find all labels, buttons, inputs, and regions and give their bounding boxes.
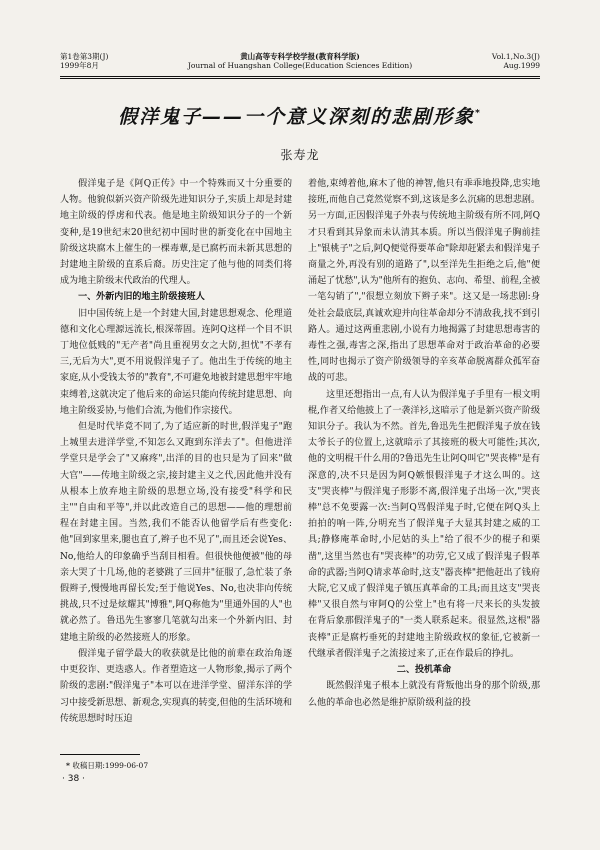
header-date-en: Aug.1999 <box>503 61 540 70</box>
title-footnote-mark: * <box>475 108 482 119</box>
header-date-cn: 1999年8月 <box>60 61 99 70</box>
body-column-right <box>308 176 540 741</box>
footnote-label: 收稿日期: <box>72 761 105 770</box>
article-title <box>0 102 600 129</box>
header-issue-info-en <box>492 52 540 70</box>
body-paragraph: 既然假洋鬼子根本上就没有背叛他出身的那个阶级,那么他的革命也必然是维护原阶级利益的投 <box>308 681 540 708</box>
footnote <box>66 760 148 771</box>
header-volume-cn: 第1卷第3期(J) <box>60 52 109 61</box>
header-journal-name <box>60 52 540 70</box>
header-volume-en: Vol.1,No.3(J) <box>491 52 540 61</box>
body-paragraph: 着他,束缚着他,麻木了他的神智,他只有乖乖地投降,忠实地接班,而他自己竟然觉察不到,这该是多么沉痛的思想悲剧。另一方面,正因假洋鬼子外表与传统地主阶级有所不同,阿Q才只看到其异象而未认清其本质。所以当假洋鬼子胸前挂上"银桃子"之后,阿Q便觉得要革命"除却赶紧去和假洋鬼子商量之外,再没有别的道路了",以至洋先生拒绝之后,他"便涌起了忧愁",认为"他所有的抱负、志向、希望、前程,全被一笔勾销了","很想立刻放下辫子来"。这又是一场悲剧:身处社会最底层,真诚欢迎并向往革命却分不清敌我,找不到引路人。通过这两重悲剧,小说有力地揭露了封建思想毒害的毒性之强,毒害之深,指出了思想革命对于政治革命的必要性,同时也揭示了资产阶级领导的辛亥革命脱离群众孤军奋战的可悲。 <box>308 179 540 384</box>
page-number: · 38 · <box>62 774 85 784</box>
body-paragraph: 这里还想指出一点,有人认为假洋鬼子手里有一根文明棍,作者又给他披上了一袭洋衫,这暗示了他是新兴资产阶级知识分子。我认为不然。首先,鲁迅先生把假洋鬼子放在钱太爷长子的位置上,这就暗示了其接班的极大可能性;其次,他的文明棍干什么用的?鲁迅先生让阿Q叫它"哭丧棒"是有深意的,决不只是因为阿Q嫉恨假洋鬼子才这么叫的。这支"哭丧棒"与假洋鬼子形影不离,假洋鬼子出场一次,"哭丧棒"总不免要露一次:当阿Q骂假洋鬼子时,它便在阿Q头上拍拍的响一阵,分明充当了假洋鬼子大显其封建之威的工具;静修庵革命时,小尼姑的头上"给了很不少的棍子和栗凿",这里当然也有"哭丧棒"的功劳,它又成了假洋鬼子假革命的武器;当阿Q请求革命时,这支"器丧棒"把他赶出了钱府大院,它又成了假洋鬼子镇压真革命的工具;而且这支"哭丧棒"又很自然与审阿Q的公堂上"也有将一尺来长的头发披在背后象那假洋鬼子的"一类人联系起来。很显然,这根"器丧棒"正是腐朽垂死的封建地主阶级政权的象征,它被新一代继承者假洋鬼子之流接过来了,正在作最后的挣扎。 <box>308 389 540 659</box>
body-column-left <box>60 176 292 741</box>
body-paragraph: 假洋鬼子是《阿Q正传》中一个特殊而又十分重要的人物。他貌似新兴资产阶级先进知识分子,实质上却是封建地主阶级的俘虏和代表。他是地主阶级知识分子的一个新变种,是19世纪末20世纪初中国时世的新变化在中国地主阶级这块腐木上催生的一棵毒蕈,是已腐朽而未新其思想的封建地主阶级的直系后裔。历史注定了他与他的同类们将成为地主阶级末代政治的代理人。 <box>60 179 292 287</box>
header-rule-bottom <box>60 78 540 79</box>
article-title-text: 假洋鬼子——一个意义深刻的悲剧形象 <box>118 106 476 128</box>
header-journal-cn: 黄山高等专科学校学报(教育科学版) <box>240 52 360 61</box>
body-paragraph: 但是时代毕竟不同了,为了适应新的时世,假洋鬼子"跑上城里去进洋学堂,不知怎么又跑到东洋去了"。但他进洋学堂只是学会了"又麻疼",出洋的目的也只是为了回来"做大官"——传地主阶级之宗,接封建主义之代,因此他并没有从根本上放弃地主阶级的思想立场,没有接受"科学和民主""自由和平等",并以此改造自己的思想——他的理想前程在封建主国。当然,我们不能否认他留学后有些变化:他"回到家里来,腿也直了,辫子也不见了",而且还会说Yes、No,他给人的印象确乎当刮目相看。但很快他便被"他的母亲大哭了十几场,他的老婆跳了三回井"征服了,急忙装了条假辫子,慢慢地再留长发;至于他说Yes、No,也决非向传统挑战,只不过是炫耀其"博雅",阿Q称他为"里通外国的人"也就必然了。鲁迅先生寥寥几笔就勾出来一个外新内旧、封建地主阶级的必然接班人的形象。 <box>60 422 292 643</box>
section-heading: 二、投机革命 <box>396 665 452 676</box>
article-author: 张寿龙 <box>280 148 320 162</box>
header-journal-en: Journal of Huangshan College(Education Sciences Edition) <box>187 61 413 70</box>
footnote-date: 1999-06-07 <box>104 761 149 770</box>
section-heading: 一、外新内旧的地主阶级接班人 <box>78 292 205 303</box>
header-rule-top <box>60 76 540 77</box>
body-paragraph: 旧中国传统上是一个封建大国,封建思想观念、伦理道德和文化心理源远流长,根深蒂固。连阿Q这样一个目不识丁地位低贱的"无产者"尚且重视男女之大防,担忧"不孝有三,无后为大",更不用说假洋鬼子了。他出生于传统的地主家庭,从小受钱太爷的"教育",不可避免地被封建思想牢牢地束缚着,这就决定了他后来的命运只能向传统封建思想、向地主阶级妥协,与他们合流,为他们作宗接代。 <box>60 308 292 416</box>
footnote-rule <box>60 754 140 755</box>
footnote-mark: * <box>66 761 70 770</box>
body-paragraph: 假洋鬼子留学最大的收获就是比他的前辈在政治角逐中更狡诈、更迭惑人。作者塑造这一人物形象,揭示了两个阶级的悲剧:"假洋鬼子"本可以在进洋学堂、留洋东洋的学习中接受新思想、新观念,实现真的转变,但他的生活环境和传统思想时时压迫 <box>60 648 292 724</box>
